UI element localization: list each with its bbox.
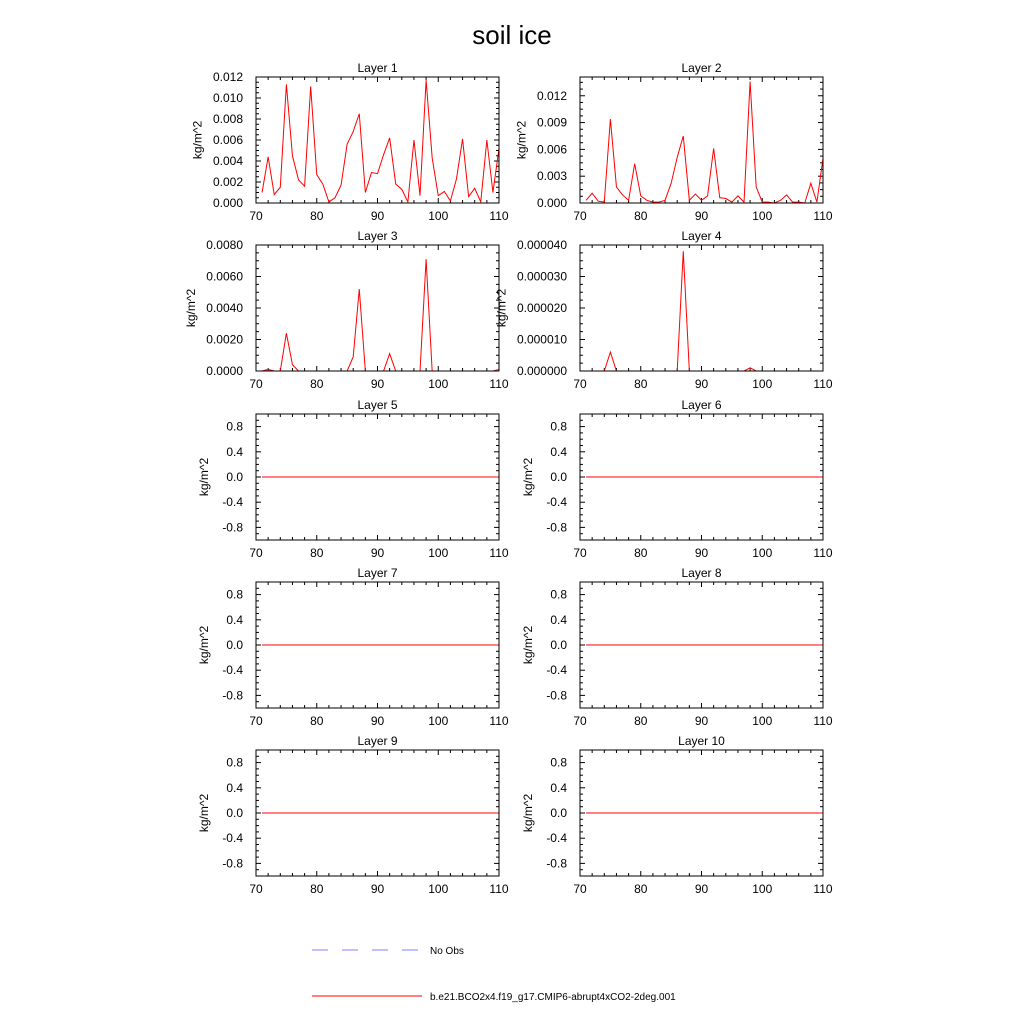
y-tick-label: -0.8 (222, 688, 243, 703)
y-tick-label: 0.4 (550, 612, 567, 627)
y-tick-label: 0.0 (226, 638, 243, 652)
y-tick-label: 0.009 (536, 115, 567, 130)
y-axis-label: kg/m^2 (494, 288, 509, 328)
panel-title: Layer 7 (357, 566, 398, 580)
x-tick-label: 90 (370, 882, 385, 896)
panel-layer-8 (521, 566, 833, 728)
y-tick-label: 0.4 (226, 780, 243, 795)
x-tick-label: 70 (573, 714, 587, 728)
panel-layer-4 (494, 229, 832, 391)
x-tick-label: 70 (573, 546, 587, 560)
y-tick-label: 0.000030 (516, 269, 567, 284)
y-tick-label: -0.4 (546, 495, 567, 510)
y-tick-label: -0.4 (222, 831, 243, 846)
series-line-0 (586, 81, 823, 203)
panel-title: Layer 6 (681, 398, 722, 412)
y-tick-label: 0.8 (550, 755, 567, 770)
series-line-0 (262, 80, 499, 202)
y-tick-label: 0.0 (226, 470, 243, 484)
x-tick-label: 70 (249, 882, 263, 896)
legend (312, 946, 676, 1003)
x-tick-label: 100 (752, 546, 773, 560)
x-tick-label: 70 (249, 377, 263, 391)
panel-title: Layer 10 (678, 734, 725, 748)
x-tick-label: 70 (573, 882, 587, 896)
y-axis-label: kg/m^2 (183, 288, 198, 328)
panel-layer-6 (521, 398, 833, 560)
panel-title: Layer 2 (681, 61, 722, 75)
panel-layer-5 (197, 398, 509, 560)
y-tick-label: 0.8 (550, 587, 567, 602)
y-tick-label: 0.004 (212, 154, 243, 168)
x-tick-label: 100 (752, 882, 773, 896)
x-tick-label: 100 (428, 546, 449, 560)
x-tick-label: 80 (634, 882, 648, 896)
series-line-0 (586, 251, 823, 371)
y-tick-label: 0.000010 (516, 332, 567, 347)
x-tick-label: 80 (634, 714, 648, 728)
panel-title: Layer 4 (681, 229, 722, 243)
y-tick-label: -0.8 (546, 856, 567, 871)
y-axis-label: kg/m^2 (197, 625, 212, 665)
y-tick-label: -0.4 (546, 831, 567, 846)
x-tick-label: 110 (489, 714, 509, 728)
panel-layer-1 (191, 61, 509, 223)
plot-frame (256, 245, 499, 371)
y-tick-label: -0.8 (222, 856, 243, 871)
x-tick-label: 100 (428, 882, 449, 896)
x-tick-label: 80 (310, 377, 324, 391)
y-tick-label: 0.0 (550, 806, 567, 820)
x-tick-label: 100 (428, 714, 449, 728)
x-tick-label: 80 (310, 882, 324, 896)
y-tick-label: 0.012 (536, 88, 567, 103)
series-line-0 (262, 259, 499, 371)
y-tick-label: 0.000000 (516, 364, 567, 378)
x-tick-label: 70 (249, 546, 263, 560)
y-tick-label: 0.4 (550, 444, 567, 459)
x-tick-label: 90 (370, 714, 385, 728)
y-tick-label: 0.0020 (206, 332, 243, 347)
y-tick-label: 0.0000 (206, 364, 243, 378)
x-tick-label: 80 (634, 546, 648, 560)
x-tick-label: 70 (249, 714, 263, 728)
x-tick-label: 100 (428, 377, 449, 391)
x-tick-label: 110 (489, 209, 509, 223)
x-tick-label: 90 (694, 209, 709, 223)
y-axis-label: kg/m^2 (521, 793, 536, 833)
x-tick-label: 70 (249, 209, 263, 223)
panel-layer-7 (197, 566, 509, 728)
y-tick-label: 0.000 (212, 196, 243, 210)
y-tick-label: 0.4 (226, 612, 243, 627)
panel-title: Layer 9 (357, 734, 398, 748)
x-tick-label: 110 (813, 546, 833, 560)
y-axis-label: kg/m^2 (521, 625, 536, 665)
x-tick-label: 80 (634, 209, 648, 223)
y-tick-label: -0.8 (546, 520, 567, 535)
y-tick-label: 0.8 (550, 419, 567, 434)
legend-label-model: b.e21.BCO2x4.f19_g17.CMIP6-abrupt4xCO2-2deg.001 (430, 992, 676, 1003)
x-tick-label: 80 (310, 546, 324, 560)
x-tick-label: 90 (370, 546, 385, 560)
y-tick-label: -0.4 (222, 663, 243, 678)
x-tick-label: 80 (634, 377, 648, 391)
x-tick-label: 110 (813, 882, 833, 896)
y-tick-label: -0.8 (546, 688, 567, 703)
y-tick-label: 0.002 (212, 175, 243, 189)
y-axis-label: kg/m^2 (521, 457, 536, 497)
x-tick-label: 100 (428, 209, 449, 223)
y-tick-label: 0.8 (226, 419, 243, 434)
x-tick-label: 100 (752, 714, 773, 728)
y-tick-label: 0.0060 (206, 269, 243, 284)
x-tick-label: 70 (573, 377, 587, 391)
panel-title: Layer 5 (357, 398, 398, 412)
x-tick-label: 110 (489, 546, 509, 560)
x-tick-label: 110 (813, 714, 833, 728)
x-tick-label: 110 (813, 209, 833, 223)
panel-title: Layer 8 (681, 566, 722, 580)
y-tick-label: 0.010 (212, 91, 243, 105)
x-tick-label: 90 (694, 546, 709, 560)
y-tick-label: 0.000040 (516, 238, 567, 252)
panel-title: Layer 3 (357, 229, 398, 243)
y-tick-label: 0.008 (212, 112, 243, 126)
y-tick-label: 0.000020 (516, 301, 567, 315)
y-tick-label: 0.006 (536, 142, 567, 157)
y-tick-label: 0.003 (536, 169, 567, 184)
y-tick-label: -0.4 (546, 663, 567, 678)
y-tick-label: 0.8 (226, 755, 243, 770)
y-tick-label: 0.4 (550, 780, 567, 795)
y-axis-label: kg/m^2 (197, 793, 212, 833)
panel-layer-3 (184, 229, 509, 391)
x-tick-label: 110 (489, 377, 509, 391)
x-tick-label: 90 (694, 714, 709, 728)
legend-label-no-obs: No Obs (430, 946, 464, 957)
x-tick-label: 100 (752, 209, 773, 223)
y-tick-label: 0.012 (212, 70, 243, 84)
panel-title: Layer 1 (357, 61, 398, 75)
y-tick-label: 0.0 (550, 638, 567, 652)
y-axis-label: kg/m^2 (514, 120, 529, 160)
y-axis-label: kg/m^2 (197, 457, 212, 497)
plot-frame (580, 245, 823, 371)
x-tick-label: 110 (813, 377, 833, 391)
y-tick-label: 0.4 (226, 444, 243, 459)
panel-layer-10 (521, 734, 833, 896)
y-tick-label: -0.4 (222, 495, 243, 510)
figure-title: soil ice (472, 20, 552, 50)
y-axis-label: kg/m^2 (190, 120, 205, 160)
y-tick-label: 0.000 (536, 196, 567, 210)
y-tick-label: 0.0 (550, 470, 567, 484)
panel-grid (184, 61, 833, 896)
x-tick-label: 80 (310, 714, 324, 728)
x-tick-label: 70 (573, 209, 587, 223)
y-tick-label: 0.006 (212, 133, 243, 147)
x-tick-label: 90 (370, 209, 385, 223)
y-tick-label: 0.0040 (206, 301, 243, 315)
y-tick-label: 0.0080 (206, 238, 243, 252)
y-tick-label: 0.8 (226, 587, 243, 602)
panel-layer-2 (515, 61, 833, 223)
y-tick-label: -0.8 (222, 520, 243, 535)
x-tick-label: 90 (694, 882, 709, 896)
panel-layer-9 (197, 734, 509, 896)
x-tick-label: 110 (489, 882, 509, 896)
x-tick-label: 80 (310, 209, 324, 223)
x-tick-label: 90 (370, 377, 385, 391)
x-tick-label: 90 (694, 377, 709, 391)
y-tick-label: 0.0 (226, 806, 243, 820)
x-tick-label: 100 (752, 377, 773, 391)
